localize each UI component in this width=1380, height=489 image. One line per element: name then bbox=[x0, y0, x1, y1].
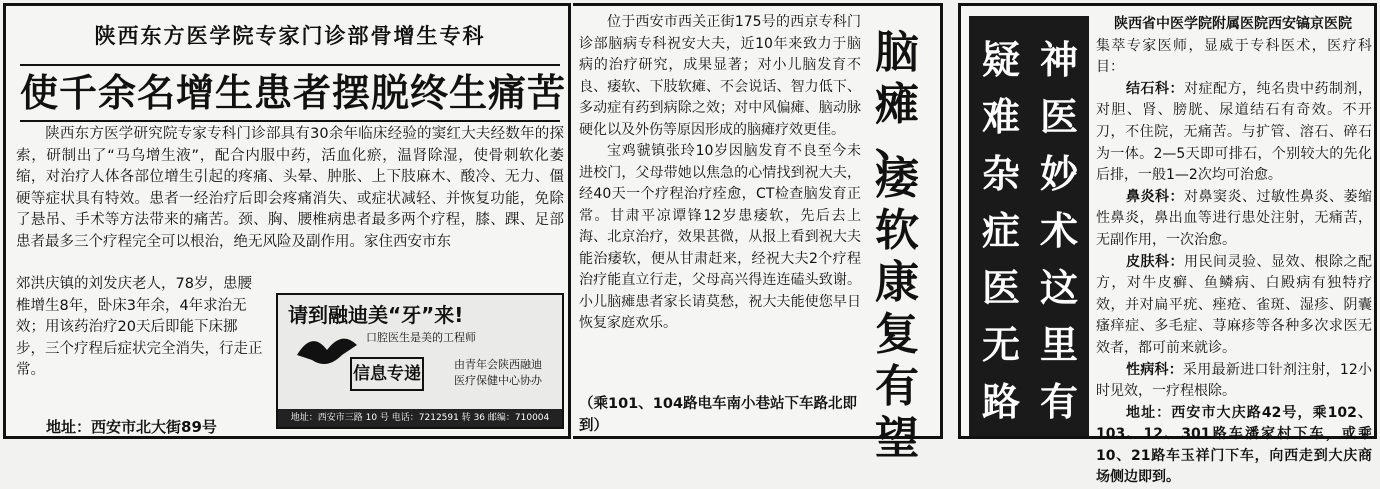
inset-organizer bbox=[454, 357, 542, 389]
dept-section bbox=[1096, 187, 1372, 252]
headline-char: 望 bbox=[875, 413, 919, 464]
ad-body-text-narrow: 郊洪庆镇的刘发庆老人，78岁，患腰椎增生8年，卧床3年余，4年求治无效；用该药治疗20天后即能下床挪步，三个疗程后症状完全消失，行走正常。 bbox=[16, 276, 263, 378]
ad-body-text bbox=[579, 12, 861, 335]
slogan-char: 有 bbox=[1039, 380, 1078, 424]
ad-headline: 使千余名增生患者摆脱终生痛苦 bbox=[20, 64, 560, 122]
headline-char: 、 bbox=[875, 116, 919, 167]
inset-footer: 地址：西安市三路 10 号 电话：7212591 转 36 邮编：710004 bbox=[278, 409, 562, 427]
slogan-char: 症 bbox=[981, 209, 1020, 253]
dental-inset-ad bbox=[276, 293, 564, 429]
slogan-char: 医 bbox=[981, 266, 1020, 310]
slogan-char: 疑 bbox=[981, 38, 1020, 82]
transit-directions: （乘101、104路电车南小巷站下车路北即到） bbox=[579, 396, 858, 434]
inset-title: 请到融迪美“牙”来! bbox=[288, 303, 464, 327]
slogan-char: 无 bbox=[981, 323, 1020, 367]
clinic-address: 地址：西安市北大街89号 bbox=[46, 418, 217, 436]
dept-label: 鼻炎科： bbox=[1126, 188, 1184, 205]
slogan-column-right bbox=[1031, 32, 1087, 431]
dept-label: 结石科： bbox=[1126, 80, 1184, 97]
slogan-char: 医 bbox=[1039, 95, 1078, 139]
headline-char: 瘫 bbox=[875, 79, 919, 130]
dept-section bbox=[1096, 360, 1372, 403]
headline-char: 痿 bbox=[875, 153, 919, 204]
dept-label: 性病科： bbox=[1126, 361, 1184, 378]
dept-section bbox=[1096, 252, 1372, 360]
dept-text: 对症配方，纯名贵中药制剂，对胆、肾、膀胱、尿道结石有奇效。不开刀，不住院，无痛苦。与扩管、溶石、碎石为一体。2—5天即可排石，个别较大的先化后排，一般1—2次均可治愈。 bbox=[1096, 80, 1372, 184]
intro-text: 集萃专家医师，显威于专科医术，医疗科目： bbox=[1096, 37, 1372, 76]
organizer-line: 由青年会陕西融迪 bbox=[454, 358, 542, 371]
dept-section bbox=[1096, 79, 1372, 187]
slogan-char: 里 bbox=[1039, 323, 1078, 367]
slogan-char: 神 bbox=[1039, 38, 1078, 82]
headline-char: 康 bbox=[875, 257, 919, 308]
body-paragraph: 宝鸡虢镇张玲10岁因脑发育不良至今未进校门，父母带她以焦急的心情找到祝大夫，经40天一个疗程治疗痊愈，CT检查脑发育正常。甘肃平凉谭锋12岁患痿软，先后去上海、北京治疗，效果甚微，从报上看到祝大夫能治痿软，便从甘肃赶来，经祝大夫2个疗程治疗能直立行走，父母高兴得连连磕头致谢。小儿脑瘫患者家长请莫愁，祝大夫能使您早日恢复家庭欢乐。 bbox=[579, 143, 861, 331]
dept-label: 皮肤科： bbox=[1126, 253, 1184, 270]
slogan-column-left bbox=[973, 32, 1029, 431]
dept-text: 对鼻窦炎、过敏性鼻炎、萎缩性鼻炎，鼻出血等进行患处注射，无痛苦，无副作用，一次治愈。 bbox=[1096, 188, 1372, 248]
headline-char: 软 bbox=[875, 205, 919, 256]
headline-char: 有 bbox=[875, 361, 919, 412]
hospital-ad bbox=[958, 3, 1377, 486]
ad-body-text bbox=[1096, 14, 1372, 489]
organizer-line: 医疗保健中心协办 bbox=[454, 374, 542, 387]
info-express-logo: 信息专递 bbox=[350, 357, 424, 391]
body-paragraph: 陕西东方医学研究院专家专科门诊部具有30余年临床经验的窦红大夫经数年的探索，研制出了“马乌增生液”，配合内服中药，活血化瘀，温肾除湿，使骨刺软化萎缩，对治疗人体各部位增生引起的疼痛、头晕、肿胀、上下肢麻木、酸冷、无力、僵硬等症状具有特效。患者一经治疗后即会疼痛消失、或症状减轻、并恢复功能，免除了悬吊、手术等方法带来的痛苦。颈、胸、腰椎病患者最多两个疗程，膝、踝、足部患者最多三个疗程完全可以根治，绝无风险及副作用。家住西安市东 bbox=[16, 126, 564, 250]
inset-tagline: 口腔医生是美的工程师 bbox=[366, 331, 476, 344]
hospital-name: 陕西省中医学院附属医院西安镐京医院 bbox=[1114, 16, 1352, 32]
slogan-char: 难 bbox=[981, 95, 1020, 139]
slogan-char: 这 bbox=[1039, 266, 1078, 310]
bone-clinic-ad bbox=[3, 3, 571, 439]
slogan-panel bbox=[969, 16, 1089, 436]
slogan-char: 术 bbox=[1039, 209, 1078, 253]
dept-text: 用民间灵验、显效、根除之配方，对牛皮癣、鱼鳞病、白殿病有独特疗效，并对扁平疣、痤疮、雀斑、湿疹、阴囊瘙痒症、多毛症、荨麻疹等各种多次求医无效者，都可前来就诊。 bbox=[1096, 253, 1372, 356]
headline-char: 复 bbox=[875, 309, 919, 360]
brain-clinic-ad bbox=[573, 3, 943, 464]
slogan-char: 杂 bbox=[981, 152, 1020, 196]
dept-text: 采用最新进口针剂注射，12小时见效，一疗程根除。 bbox=[1096, 361, 1372, 400]
slogan-char: 路 bbox=[981, 380, 1020, 424]
ad-header: 陕西东方医学院专家门诊部骨增生专科 bbox=[94, 24, 486, 48]
hospital-address: 地址：西安市大庆路42号，乘102、103、12、301路车潘家村下车，或乘10、21路车玉祥门下车，向西走到大庆商场侧边即到。 bbox=[1096, 404, 1372, 486]
body-paragraph: 位于西安市西关正街175号的西京专科门诊部脑病专科祝安大夫，近10年来致力于脑病的治疗研究，成果显著；对小儿脑发育不良、痿软、下肢软瘫、不会说话、智力低下、多动症有药到病除之效；对中风偏瘫、脑动脉硬化以及外伤等原因形成的脑瘫疗效更佳。 bbox=[579, 14, 861, 138]
ad-body-text bbox=[16, 124, 564, 253]
slogan-char: 妙 bbox=[1039, 152, 1078, 196]
vertical-headline bbox=[867, 27, 927, 464]
headline-char: 脑 bbox=[875, 27, 919, 78]
